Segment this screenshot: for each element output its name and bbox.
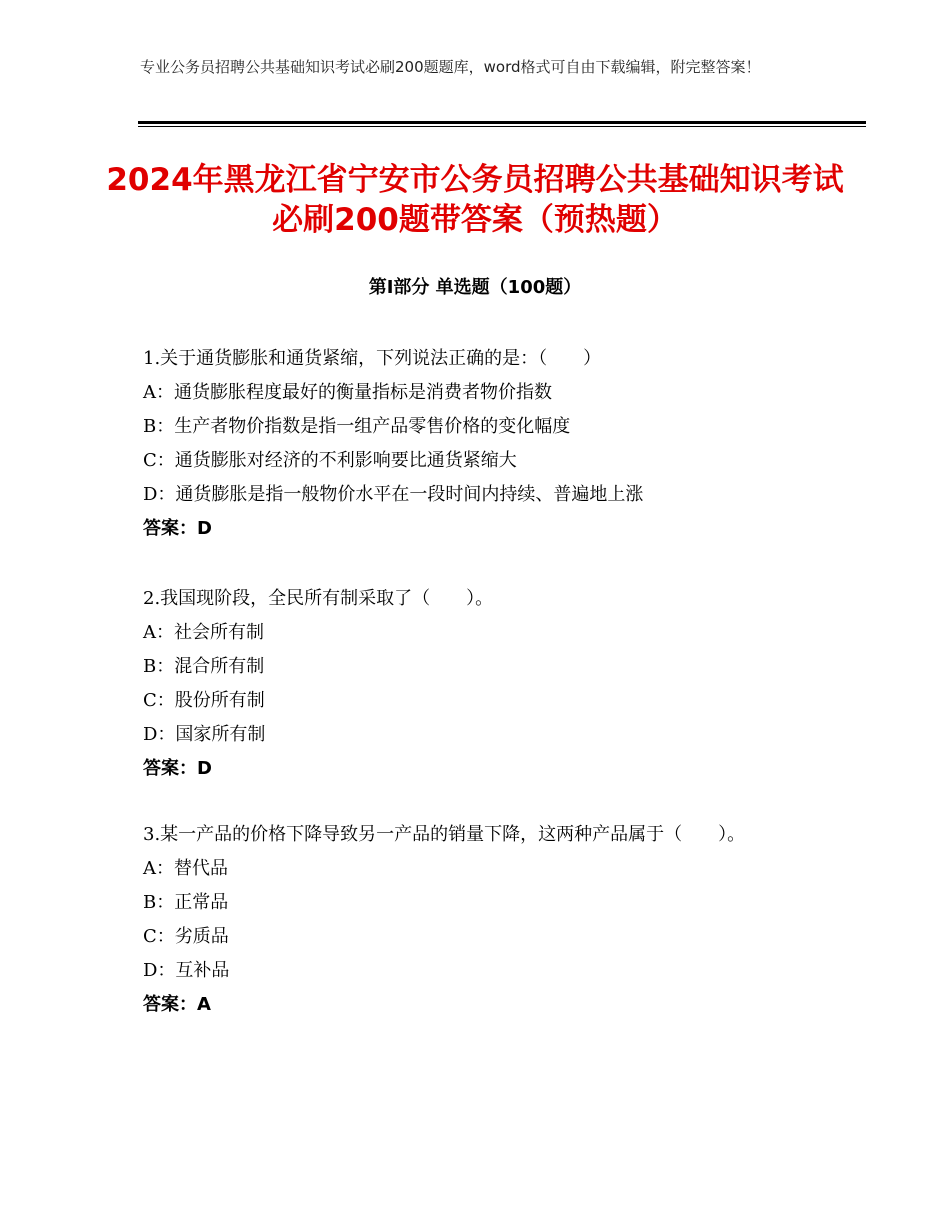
section-title: 第Ⅰ部分 单选题（100题） (368, 277, 582, 298)
option-a: A：通货膨胀程度最好的衡量指标是消费者物价指数 (143, 382, 552, 403)
question-2 (143, 582, 823, 786)
option-d: D：互补品 (143, 960, 230, 981)
option-b: B：正常品 (143, 892, 229, 913)
option-d: D：通货膨胀是指一般物价水平在一段时间内持续、普遍地上涨 (143, 484, 644, 505)
answer: 答案：D (143, 758, 212, 779)
question-3 (143, 818, 823, 1022)
question-1 (143, 342, 823, 546)
option-b: B：混合所有制 (143, 656, 265, 677)
option-c: C：劣质品 (143, 926, 229, 947)
header-note: 专业公务员招聘公共基础知识考试必刷200题题库，word格式可自由下载编辑，附完整答案！ (140, 58, 761, 76)
question-stem: 1.关于通货膨胀和通货紧缩，下列说法正确的是：（ ） (143, 348, 602, 369)
option-c: C：股份所有制 (143, 690, 265, 711)
answer: 答案：D (143, 518, 212, 539)
answer: 答案：A (143, 994, 211, 1015)
option-d: D：国家所有制 (143, 724, 266, 745)
option-c: C：通货膨胀对经济的不利影响要比通货紧缩大 (143, 450, 517, 471)
header-rule-thick (138, 121, 866, 124)
option-a: A：社会所有制 (143, 622, 264, 643)
header-rule-thin (138, 126, 866, 127)
document-title: 2024年黑龙江省宁安市公务员招聘公共基础知识考试必刷200题带答案（预热题） (106, 162, 844, 238)
option-a: A：替代品 (143, 858, 228, 879)
question-stem: 3.某一产品的价格下降导致另一产品的销量下降，这两种产品属于（ ）。 (143, 824, 746, 845)
option-b: B：生产者物价指数是指一组产品零售价格的变化幅度 (143, 416, 571, 437)
question-stem: 2.我国现阶段，全民所有制采取了（ ）。 (143, 588, 494, 609)
